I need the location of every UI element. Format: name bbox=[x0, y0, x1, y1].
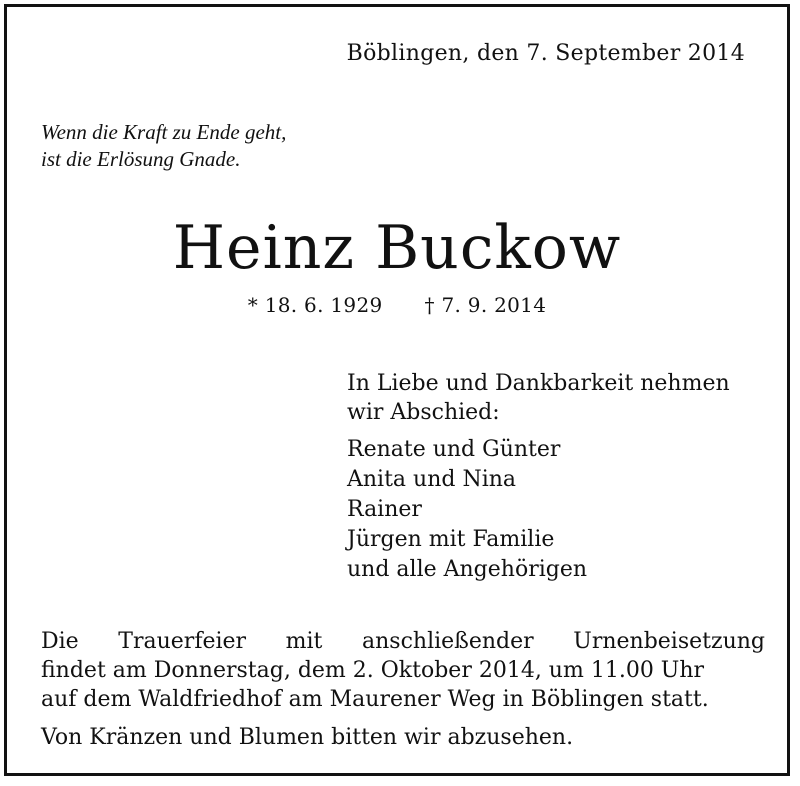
mourner: Rainer bbox=[347, 497, 422, 522]
service-line-2: findet am Donnerstag, dem 2. Oktober 2014, um 11.00 Uhr bbox=[41, 658, 705, 683]
place-date: Böblingen, den 7. September 2014 bbox=[346, 41, 745, 66]
mourners-list bbox=[347, 435, 587, 585]
mourner: Anita und Nina bbox=[347, 467, 517, 492]
farewell-line-2: wir Abschied: bbox=[347, 400, 500, 425]
funeral-service-info bbox=[41, 627, 765, 714]
deceased-name: Heinz Buckow bbox=[172, 213, 622, 283]
mourner: und alle Angehörigen bbox=[347, 557, 588, 582]
mourner: Renate und Günter bbox=[347, 437, 561, 462]
farewell-text bbox=[347, 369, 730, 427]
obituary-notice bbox=[4, 4, 790, 776]
birth-date: * 18. 6. 1929 bbox=[247, 293, 383, 317]
motto bbox=[41, 119, 286, 173]
service-line-3: auf dem Waldfriedhof am Maurener Weg in Böblingen statt. bbox=[41, 687, 709, 712]
death-date: † 7. 9. 2014 bbox=[424, 293, 547, 317]
farewell-line-1: In Liebe und Dankbarkeit nehmen bbox=[347, 371, 730, 396]
mourner: Jürgen mit Familie bbox=[347, 527, 555, 552]
life-dates bbox=[7, 293, 787, 317]
service-line-1: Die Trauerfeier mit anschließender Urnenbeisetzung bbox=[41, 629, 765, 654]
motto-line-1: Wenn die Kraft zu Ende geht, bbox=[41, 120, 287, 144]
wreaths-note: Von Kränzen und Blumen bitten wir abzusehen. bbox=[41, 725, 574, 750]
motto-line-2: ist die Erlösung Gnade. bbox=[41, 147, 241, 171]
